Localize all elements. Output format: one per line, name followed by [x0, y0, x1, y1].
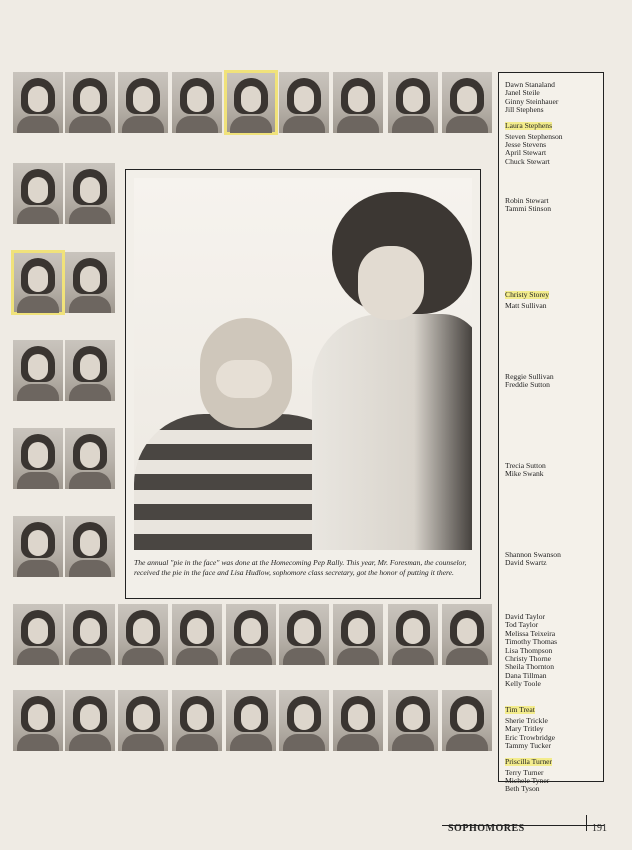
student-name: Tod Taylor — [505, 620, 539, 630]
name-group — [505, 373, 554, 390]
student-name: Melissa Teixeira — [505, 628, 556, 638]
portrait-shirt — [17, 734, 59, 751]
portrait-shirt — [392, 734, 434, 751]
portrait-face — [348, 86, 368, 112]
portrait-face — [294, 86, 314, 112]
student-face — [358, 246, 424, 320]
portrait-face — [28, 354, 48, 380]
portrait-shirt — [230, 734, 272, 751]
student-sweater — [312, 314, 472, 550]
portrait-shirt — [283, 734, 325, 751]
portrait-face — [241, 86, 261, 112]
portrait-shirt — [17, 560, 59, 577]
student-portrait — [65, 516, 115, 577]
student-name: Sherie Trickle — [505, 716, 548, 725]
portrait-face — [28, 86, 48, 112]
feature-caption: The annual "pie in the face" was done at the Homecoming Pep Rally. This year, Mr. Foresman, the counselor, received the pie in the face and Lisa Hudlow, sophomore class secretary, got the honor of putting it there. — [134, 558, 467, 577]
student-portrait — [65, 690, 115, 751]
name-group — [505, 462, 546, 479]
student-name: Kelly Toole — [505, 679, 541, 689]
student-name: Dawn Stanaland — [505, 80, 555, 89]
student-portrait — [65, 252, 115, 313]
student-portrait — [13, 690, 63, 751]
student-name: Christy Storey — [505, 290, 550, 299]
portrait-face — [133, 618, 153, 644]
portrait-face — [28, 704, 48, 730]
page-number: 191 — [592, 823, 607, 834]
portrait-shirt — [446, 648, 488, 665]
portrait-face — [28, 266, 48, 292]
student-portrait — [13, 604, 63, 665]
portrait-face — [133, 704, 153, 730]
portrait-shirt — [17, 207, 59, 224]
student-portrait — [279, 690, 329, 751]
student-portrait — [118, 72, 168, 133]
student-portrait — [13, 516, 63, 577]
student-name: Beth Tyson — [505, 784, 540, 794]
portrait-shirt — [122, 734, 164, 751]
portrait-shirt — [176, 734, 218, 751]
student-portrait — [388, 604, 438, 665]
student-portrait — [172, 72, 222, 133]
student-name: Tammi Stinson — [505, 204, 552, 214]
student-name: Sheila Thornton — [505, 662, 555, 672]
feature-photo-box — [125, 169, 481, 599]
student-name: Mary Tritley — [505, 724, 544, 734]
portrait-shirt — [69, 472, 111, 489]
student-name: Matt Sullivan — [505, 301, 547, 310]
student-name: Ginny Steinhauer — [505, 96, 559, 106]
student-name: Janel Steile — [505, 88, 540, 98]
portrait-shirt — [446, 734, 488, 751]
portrait-shirt — [392, 116, 434, 133]
student-hand — [216, 360, 272, 398]
portrait-shirt — [283, 116, 325, 133]
pie-in-the-face-photo — [134, 178, 472, 550]
portrait-shirt — [283, 648, 325, 665]
portrait-shirt — [69, 648, 111, 665]
student-name: April Stewart — [505, 148, 547, 158]
portrait-shirt — [69, 560, 111, 577]
portrait-shirt — [337, 648, 379, 665]
name-list-box — [498, 72, 604, 794]
portrait-shirt — [69, 207, 111, 224]
student-portrait — [13, 72, 63, 133]
portrait-face — [80, 354, 100, 380]
student-name: Tammy Tucker — [505, 741, 552, 751]
portrait-shirt — [122, 116, 164, 133]
student-name: David Taylor — [505, 612, 546, 621]
portrait-face — [457, 704, 477, 730]
portrait-face — [348, 704, 368, 730]
student-name: Laura Stephens — [505, 120, 553, 130]
portrait-face — [403, 704, 423, 730]
portrait-face — [80, 442, 100, 468]
portrait-face — [403, 618, 423, 644]
student-name: Jill Stephens — [505, 105, 544, 115]
student-name: Shannon Swanson — [505, 550, 561, 559]
portrait-shirt — [176, 116, 218, 133]
name-group — [505, 284, 549, 310]
portrait-face — [80, 704, 100, 730]
student-portrait — [442, 72, 492, 133]
portrait-shirt — [176, 648, 218, 665]
student-name: Chuck Stewart — [505, 156, 550, 166]
portrait-shirt — [446, 116, 488, 133]
student-name: Lisa Thompson — [505, 645, 553, 655]
student-name: Timothy Thomas — [505, 637, 558, 647]
student-portrait — [13, 163, 63, 224]
portrait-shirt — [69, 296, 111, 313]
portrait-face — [80, 530, 100, 556]
student-portrait — [333, 72, 383, 133]
student-name: Christy Thorne — [505, 654, 552, 664]
portrait-shirt — [392, 648, 434, 665]
student-portrait — [333, 690, 383, 751]
name-group — [505, 197, 551, 214]
portrait-face — [133, 86, 153, 112]
student-name: Trecia Sutton — [505, 461, 546, 470]
student-portrait — [13, 428, 63, 489]
portrait-face — [28, 177, 48, 203]
portrait-face — [187, 704, 207, 730]
student-name: Robin Stewart — [505, 196, 549, 205]
student-portrait — [65, 340, 115, 401]
student-portrait — [442, 690, 492, 751]
portrait-shirt — [17, 648, 59, 665]
portrait-shirt — [17, 296, 59, 313]
student-portrait — [13, 340, 63, 401]
name-group — [505, 613, 557, 689]
student-portrait — [172, 604, 222, 665]
portrait-face — [457, 618, 477, 644]
portrait-face — [241, 704, 261, 730]
student-portrait — [333, 604, 383, 665]
student-portrait — [65, 163, 115, 224]
student-name: David Swartz — [505, 558, 547, 568]
portrait-shirt — [122, 648, 164, 665]
student-portrait — [118, 690, 168, 751]
portrait-face — [403, 86, 423, 112]
portrait-face — [28, 618, 48, 644]
student-portrait — [65, 604, 115, 665]
portrait-shirt — [337, 734, 379, 751]
student-name: Priscilla Turner — [505, 756, 553, 766]
student-portrait — [279, 604, 329, 665]
portrait-face — [80, 266, 100, 292]
name-group — [505, 81, 563, 166]
student-name: Mike Swank — [505, 469, 544, 479]
name-group — [505, 551, 561, 568]
student-portrait — [13, 252, 63, 313]
student-name: Dana Tillman — [505, 670, 547, 680]
section-title: SOPHOMORES — [448, 823, 525, 834]
name-group — [505, 699, 555, 794]
student-portrait — [172, 690, 222, 751]
portrait-shirt — [17, 472, 59, 489]
student-name: Eric Trowbridge — [505, 732, 555, 742]
student-portrait — [226, 604, 276, 665]
student-name: Jesse Stevens — [505, 140, 547, 150]
portrait-face — [28, 442, 48, 468]
student-portrait — [226, 690, 276, 751]
student-name: Reggie Sullivan — [505, 372, 554, 381]
portrait-face — [241, 618, 261, 644]
portrait-shirt — [17, 384, 59, 401]
student-portrait — [226, 72, 276, 133]
student-name: Tim Treat — [505, 705, 535, 714]
student-name: Michele Tyner — [505, 776, 550, 786]
student-portrait — [65, 72, 115, 133]
portrait-face — [80, 177, 100, 203]
student-portrait — [279, 72, 329, 133]
footer-separator — [586, 815, 587, 831]
portrait-face — [294, 618, 314, 644]
portrait-face — [294, 704, 314, 730]
portrait-shirt — [230, 116, 272, 133]
portrait-shirt — [69, 734, 111, 751]
portrait-shirt — [337, 116, 379, 133]
student-portrait — [388, 690, 438, 751]
portrait-shirt — [230, 648, 272, 665]
student-portrait — [118, 604, 168, 665]
portrait-face — [187, 618, 207, 644]
portrait-face — [80, 618, 100, 644]
student-portrait — [388, 72, 438, 133]
portrait-face — [348, 618, 368, 644]
student-name: Terry Turner — [505, 767, 544, 777]
portrait-face — [80, 86, 100, 112]
student-portrait — [65, 428, 115, 489]
portrait-face — [187, 86, 207, 112]
student-portrait — [442, 604, 492, 665]
portrait-face — [457, 86, 477, 112]
portrait-shirt — [17, 116, 59, 133]
portrait-shirt — [69, 116, 111, 133]
portrait-shirt — [69, 384, 111, 401]
student-name: Steven Stephenson — [505, 131, 563, 141]
student-name: Freddie Sutton — [505, 380, 550, 390]
portrait-face — [28, 530, 48, 556]
